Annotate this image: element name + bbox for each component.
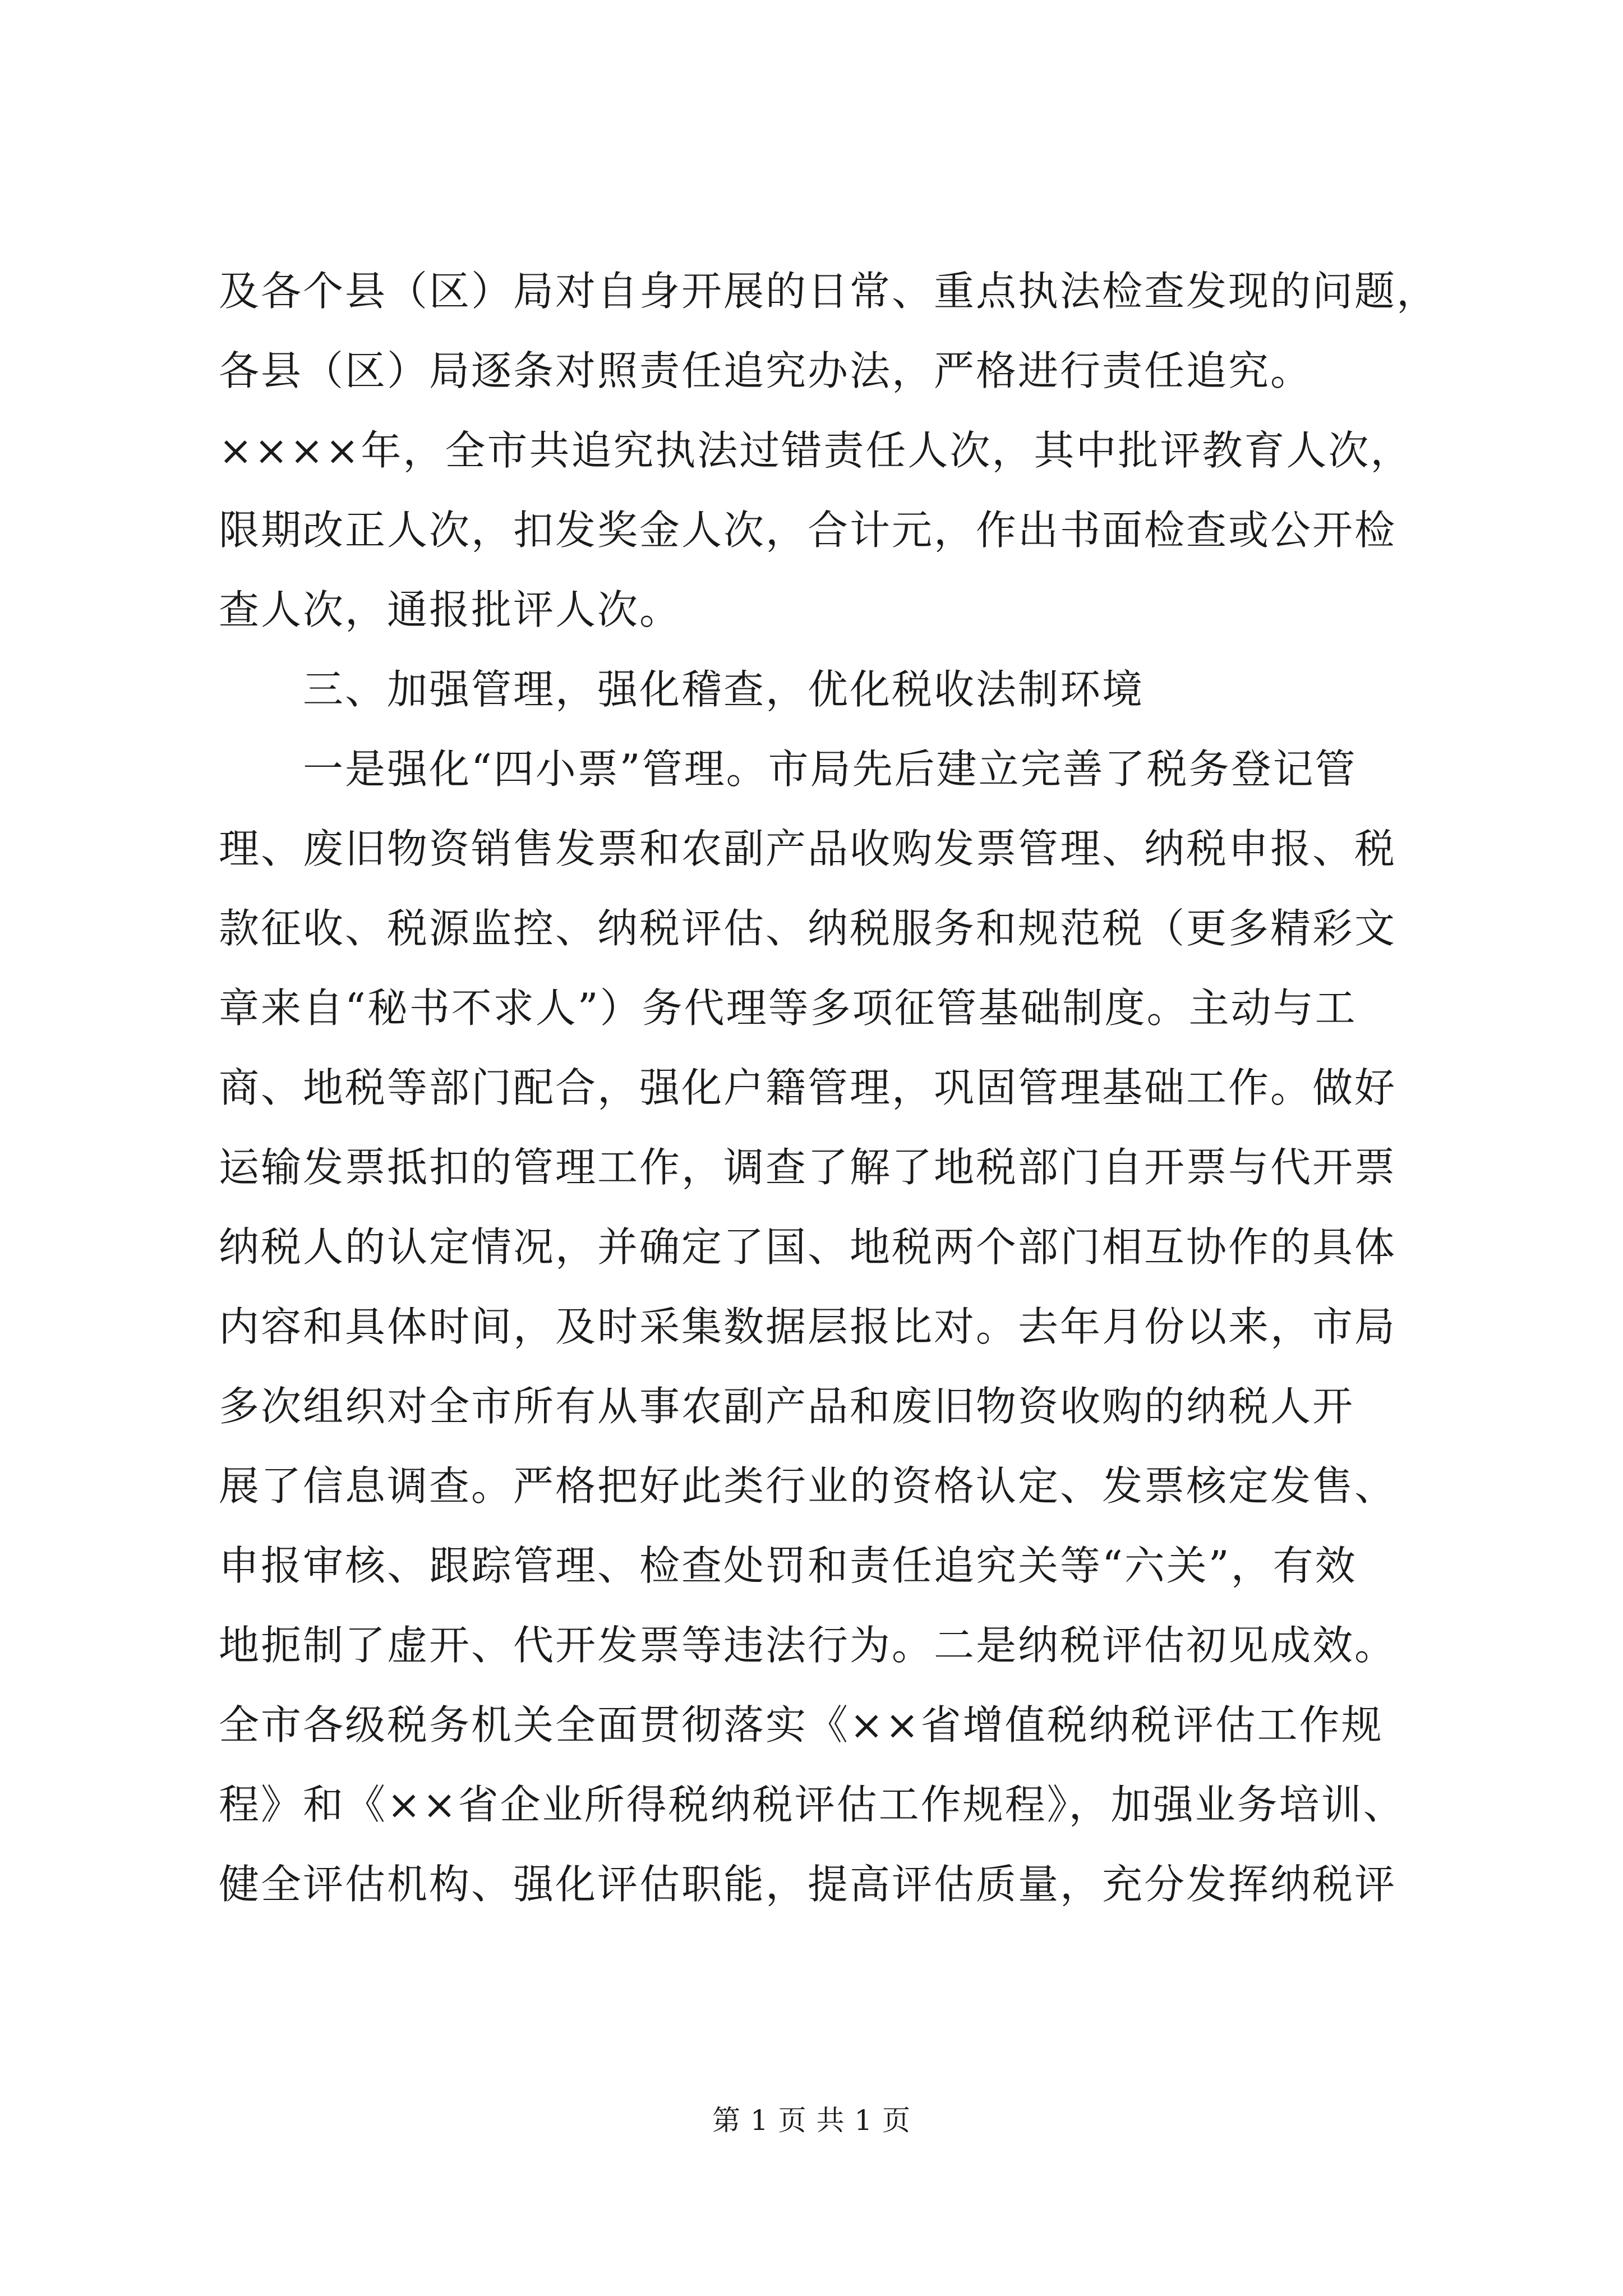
text-line: 健全评估机构、强化评估职能，提高评估质量，充分发挥纳税评 — [219, 1861, 1397, 1908]
text-line: 多次组织对全市所有从事农副产品和废旧物资收购的纳税人开 — [219, 1383, 1355, 1430]
text-line: 商、地税等部门配合，强化户籍管理，巩固管理基础工作。做好 — [219, 1064, 1397, 1111]
text-line: 展了信息调查。严格把好此类行业的资格认定、发票核定发售、 — [219, 1462, 1397, 1510]
text-line: 限期改正人次，扣发奖金人次，合计元，作出书面检查或公开检 — [219, 507, 1397, 554]
text-line: 各县（区）局逐条对照责任追究办法，严格进行责任追究。 — [219, 347, 1313, 394]
text-line: 全市各级税务机关全面贯彻落实《××省增值税纳税评估工作规 — [219, 1701, 1384, 1749]
text-line: 申报审核、跟踪管理、检查处罚和责任追究关等“六关”，有效 — [219, 1542, 1357, 1589]
text-line: 运输发票抵扣的管理工作，调查了解了地税部门自开票与代开票 — [219, 1144, 1397, 1191]
text-line: ××××年，全市共追究执法过错责任人次，其中批评教育人次， — [219, 427, 1413, 474]
text-line: 章来自“秘书不求人”）务代理等多项征管基础制度。主动与工 — [219, 984, 1357, 1032]
text-line: 三、加强管理，强化稽查，优化税收法制环境 — [303, 666, 1145, 713]
body-text — [219, 251, 1439, 1924]
text-line: 内容和具体时间，及时采集数据层报比对。去年月份以来，市局 — [219, 1303, 1397, 1350]
text-line: 款征收、税源监控、纳税评估、纳税服务和规范税（更多精彩文 — [219, 905, 1397, 952]
text-line: 程》和《××省企业所得税纳税评估工作规程》，加强业务培训、 — [219, 1781, 1405, 1828]
text-line: 一是强化“四小票”管理。市局先后建立完善了税务登记管 — [303, 746, 1357, 793]
text-line: 查人次，通报批评人次。 — [219, 586, 682, 633]
text-line: 地扼制了虚开、代开发票等违法行为。二是纳税评估初见成效。 — [219, 1622, 1397, 1669]
text-line: 纳税人的认定情况，并确定了国、地税两个部门相互协作的具体 — [219, 1223, 1397, 1271]
text-line: 理、废旧物资销售发票和农副产品收购发票管理、纳税申报、税 — [219, 825, 1397, 872]
text-line: 及各个县（区）局对自身开展的日常、重点执法检查发现的问题， — [219, 268, 1439, 315]
page-footer: 第 1 页 共 1 页 — [712, 2104, 911, 2137]
